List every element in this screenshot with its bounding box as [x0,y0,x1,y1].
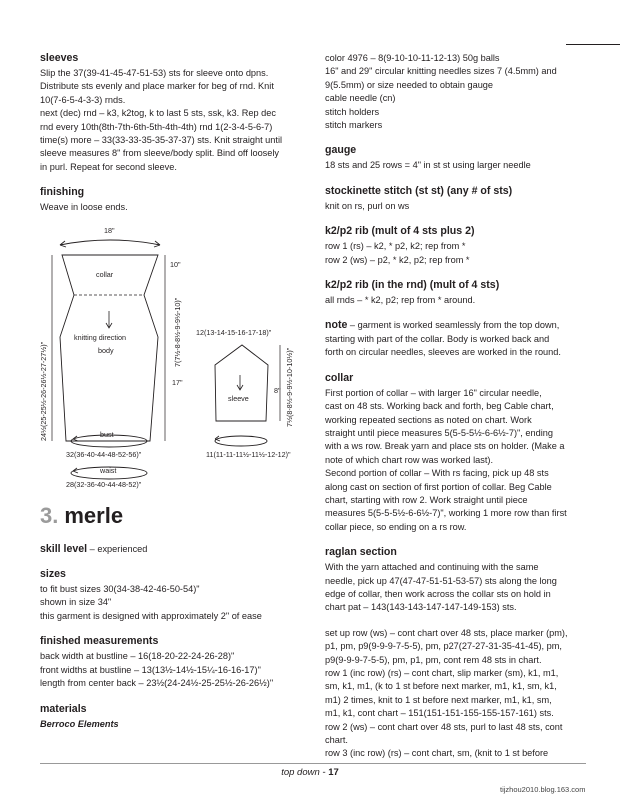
text-line: 9(5.5mm) or size needed to obtain gauge [325,79,494,90]
sleeve-length-label: 8" [274,385,281,395]
top-width-arrow [60,240,160,245]
text-line: collar piece, so ending on a rs row. [325,521,467,532]
top-width-label: 18" [104,225,115,235]
text-line: p9(9-9-9-7-5-5), pm, p1, pm, cont rem 48 sts in chart. [325,654,542,665]
waist-width-label: 28(32-36-40-44-48-52)" [66,479,142,489]
text-line: row 1 (inc row) (rs) – cont chart, slip marker (sm), k1, m1, [325,668,559,678]
body-label: body [98,345,114,355]
text-line: next (dec) rnd – k3, k2tog, k to last 5 sts, ssk, k3. Rep dec [40,108,276,119]
text-line: stitch holders [325,106,380,117]
page-number: 17 [328,767,339,778]
right-column [325,52,587,761]
text-line: row 1 (rs) – k2, * p2, k2; rep from * [325,241,466,252]
body-length-label: 17" [172,377,183,387]
text-line: Slip the 37(39-41-45-47-51-53) sts for sleeve onto dpns. [40,68,269,78]
text-line: note of which chart row was worked last). [325,454,493,465]
text-line: this garment is designed with approximately 2" of ease [40,610,262,621]
text-line: set up row (ws) – cont chart over 48 sts, place marker (pm), [325,627,568,638]
text-line: straight until piece measures 5(5-5-5½-6-6½-7)", ending [325,427,553,438]
text-line: rnd every 10th(8th-7th-6th-5th-4th-4th) rnd 1(2-3-4-5-6-7) [40,121,273,132]
materials-heading: materials [40,702,87,715]
title-number: 3. [40,502,59,528]
waist-label: waist [100,465,117,475]
text-line: row 2 (ws) – p2, * k2, p2; rep from * [325,254,470,265]
text-line: cast on 48 sts. Working back and forth, beg Cable chart, [325,401,554,412]
skill-label: skill level [40,542,88,555]
text-line: chart, starting with row 2. Work straight until piece [325,494,528,505]
text-line: to fit bust sizes 30(34-38-42-46-50-54)" [40,584,200,595]
text-line: with a ws row. Break yarn and place sts on holder. (Make a [325,441,565,452]
sleeve-outline [215,345,268,421]
raglan-heading: raglan section [325,546,397,559]
text-line: length from center back – 23½(24-24½-25-25½-26-26½)" [40,678,274,689]
text-line: back width at bustline – 16(18-20-22-24-26-28)" [40,651,235,662]
text-line: 16" and 29" circular knitting needles sizes 7 (4.5mm) and [325,66,557,77]
bust-width-label: 32(36-40-44-48-52-56)" [66,449,142,459]
title-name: merle [64,502,124,528]
finishing-heading: finishing [40,186,85,199]
text-line: p1, pm, p9(9-9-9-7-5-5), pm, p27(27-27-31-35-41-45), pm, [325,641,562,652]
text-line: m1) 2 times, knit to 1 st before next marker, m1, k1, sm, [325,694,552,705]
text-line: starting with part of the collar. Body is worked back and [325,333,550,344]
sleeve-label: sleeve [228,393,249,403]
finishing-text: Weave in loose ends. [40,202,128,213]
text-line: chart. [325,735,348,746]
skill-value: – experienced [87,543,148,554]
note-first: – garment is worked seamlessly from the top down, [347,320,560,331]
collar-heading: collar [325,371,354,384]
text-line: in purl. Repeat for second sleeve. [40,161,177,172]
sleeve-bottom-arrow [215,436,267,446]
sleeves-heading: sleeves [40,52,79,64]
pattern-title [40,503,298,529]
text-line: Distribute sts evenly and place marker for beg of rnd. Knit [40,81,274,92]
skill-level [40,543,298,556]
rib-round-text: all rnds – * k2, p2; rep from * around. [325,295,476,306]
text-line: row 3 (inc row) (rs) – cont chart, sm, (knit to 1 st before [325,748,549,759]
schematic-diagram [40,215,298,503]
watermark: tijzhou2010.blog.163.com [500,785,586,794]
direction-label: knitting direction [74,332,126,342]
text-line: time(s) more – 33(33-33-35-35-37-37) sts. Knit straight until [40,135,283,146]
measurements-heading: finished measurements [40,635,159,648]
footer-text: top down - [281,767,329,778]
text-line: color 4976 – 8(9-10-10-11-12-13) 50g balls [325,53,500,63]
sizes-heading: sizes [40,568,66,581]
rib-round-heading: k2/p2 rib (in the rnd) (mult of 4 sts) [325,279,500,292]
text-line: sleeve measures 8" from sleeve/body split. Bind off loosely [40,148,280,159]
total-length-label: 24½(25-25½-26-26½-27-27½)" [39,341,48,441]
text-line: needle, pick up 47(47-47-51-51-53-57) sts along the long [325,575,557,586]
raglan-rows [325,627,587,761]
text-line: sm, k1, m1, (k to 1 st before next marker, m1, k1, sm, k1, [325,681,557,692]
text-line: front widths at bustline – 13(13½-14½-15¼-16-16-17)" [40,664,261,675]
sleeve-cap-label: 7½(8-8½-9-9½-10-10½)" [285,347,294,427]
text-line: stitch markers [325,120,383,131]
gauge-text: 18 sts and 25 rows = 4" in st st using larger needle [325,160,531,171]
bust-label: bust [100,429,114,439]
text-line: cable needle (cn) [325,93,396,104]
stockinette-text: knit on rs, purl on ws [325,200,410,211]
sleeve-top-label: 12(13-14-15-16-17-18)" [196,327,272,337]
yarn-name: Berroco Elements [40,718,119,729]
collar-length-label: 10" [170,259,181,269]
collar-label: collar [96,269,114,279]
body-length-vertical-label: 7(7½-8-8½-9-9½-10)" [173,297,182,367]
text-line: m1, k1, cont chart – 151(151-151-155-155-157-161) sts. [325,708,554,719]
footer-rule [40,763,586,764]
text-line: row 2 (ws) – cont chart over 48 sts, purl to last 48 sts, cont [325,721,563,732]
sleeve-bottom-label: 11(11-11-11½-11½-12-12)" [206,449,291,459]
rib-flat-heading: k2/p2 rib (mult of 4 sts plus 2) [325,225,475,238]
text-line: working repeated sections as noted on chart. Work [325,414,532,425]
page-footer [0,767,620,778]
text-line: shown in size 34" [40,597,112,608]
note-label: note [325,319,348,332]
corner-rule [566,44,620,45]
text-line: along cast on section of first portion of collar. Beg Cable [325,481,552,492]
text-line: forth on circular needles, sleeves are worked in the round. [325,347,561,358]
gauge-heading: gauge [325,144,357,157]
text-line: 10(7-6-5-4-3-3) rnds. [40,94,126,105]
text-line: First portion of collar – with larger 16" circular needle, [325,387,542,398]
sleeves-text [40,67,298,174]
text-line: edge of collar, then work across the collar sts on hold in [325,588,551,599]
note-paragraph [325,319,587,332]
text-line: With the yarn attached and continuing with the same [325,562,539,573]
text-line: Second portion of collar – With rs facing, pick up 48 sts [325,468,549,479]
text-line: chart pat – 143(143-143-147-147-149-153) sts. [325,602,517,613]
stockinette-heading: stockinette stitch (st st) (any # of sts) [325,184,513,197]
left-column [40,52,298,731]
text-line: measures 5(5-5-5½-6-6½-7)", working 1 more row than first [325,508,567,519]
